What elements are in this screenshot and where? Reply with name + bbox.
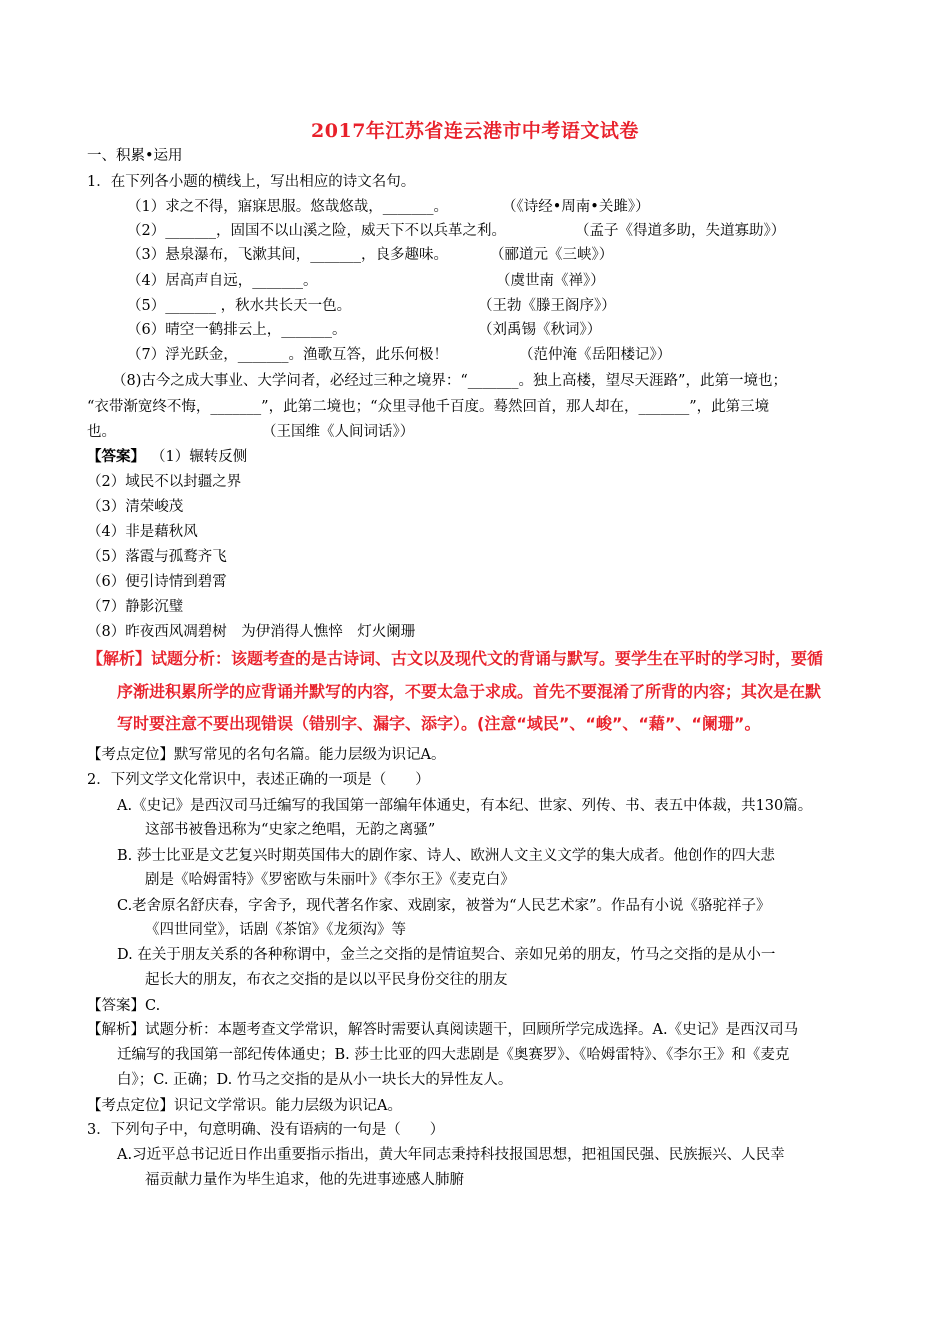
q1-item-4: （4）居高声自远，_______。	[127, 273, 318, 289]
q3-option-a-line1: A.习近平总书记近日作出重要指示指出，黄大年同志秉持科技报国思想，把祖国民强、民族振兴、人民幸	[117, 1147, 785, 1163]
q1-item-8-line2: “衣带渐宽终不悔，_______”，此第二境也；“众里寻他千百度。蓦然回首，那人却在，_______”，此第三境	[87, 399, 770, 415]
q1-item-4-source: （虞世南《禅》）	[496, 273, 605, 289]
q1-item-2-source: （孟子《得道多助，失道寡助》）	[575, 223, 786, 239]
q1-answer-8: （8）昨夜西风凋碧树 为伊消得人憔悴 灯火阑珊	[87, 624, 416, 640]
q2-option-b-line1: B. 莎士比亚是文艺复兴时期英国伟大的剧作家、诗人、欧洲人文主义文学的集大成者。他创作的四大悲	[117, 848, 775, 864]
q2-stem: 2．下列文学文化常识中，表述正确的一项是（ ）	[87, 772, 430, 788]
q1-item-1: （1）求之不得，寤寐思服。悠哉悠哉，_______。	[127, 199, 448, 215]
q1-answer-4: （4）非是藉秋风	[87, 524, 198, 540]
q2-option-b-line2: 剧是《哈姆雷特》《罗密欧与朱丽叶》《李尔王》《麦克白》	[145, 872, 515, 888]
q2-exam-point: 【考点定位】识记文学常识。能力层级为识记A。	[87, 1098, 402, 1114]
q1-item-6: （6）晴空一鹤排云上，_______。	[127, 322, 347, 338]
q1-item-8-line3: 也。	[87, 424, 116, 440]
q1-item-8-source: （王国维《人间词话》）	[262, 424, 415, 440]
q1-answer-2: （2）域民不以封疆之界	[87, 474, 242, 490]
q1-item-7: （7）浮光跃金，_______。渔歌互答，此乐何极！	[127, 347, 448, 363]
q1-analysis-line2: 序渐进积累所学的应背诵并默写的内容，不要太急于求成。首先不要混淆了所背的内容；其次是在默	[117, 682, 822, 701]
q1-item-1-source: （《诗经•周南•关雎》）	[502, 199, 650, 215]
q1-answer-5: （5）落霞与孤鹜齐飞	[87, 549, 227, 565]
q1-item-3-source: （郦道元《三峡》）	[490, 247, 614, 263]
q2-analysis-line3: 白》；C. 正确；D. 竹马之交指的是从小一块长大的异性友人。	[117, 1072, 513, 1088]
q1-item-8-line1: （8)古今之成大事业、大学问者，必经过三种之境界：“_______。独上高楼，望尽天涯路”，此第一境也；	[112, 373, 787, 389]
q2-option-c-line2: 《四世同堂》，话剧《茶馆》《龙须沟》等	[145, 922, 406, 938]
section-heading: 一、积累•运用	[87, 148, 183, 164]
q2-answer: 【答案】C.	[87, 998, 161, 1014]
q1-answer-label: 【答案】	[87, 448, 145, 465]
q2-option-c-line1: C.老舍原名舒庆春，字舍予，现代著名作家、戏剧家，被誉为“人民艺术家”。作品有小说《骆驼祥子》	[117, 898, 771, 914]
q3-stem: 3．下列句子中，句意明确、没有语病的一句是（ ）	[87, 1122, 445, 1138]
q1-item-6-source: （刘禹锡《秋词》）	[478, 322, 602, 338]
q1-item-7-source: （范仲淹《岳阳楼记》）	[519, 347, 672, 363]
q1-item-3: （3）悬泉瀑布，飞漱其间，_______，良多趣味。	[127, 247, 448, 263]
q1-answer-3: （3）清荣峻茂	[87, 499, 184, 515]
q2-analysis-line1: 【解析】试题分析：本题考查文学常识，解答时需要认真阅读题干，回顾所学完成选择。A.《史记》是西汉司马	[87, 1022, 799, 1038]
q1-stem: 1．在下列各小题的横线上，写出相应的诗文名句。	[87, 174, 416, 190]
q2-option-a-line2: 这部书被鲁迅称为“史家之绝唱，无韵之离骚”	[145, 822, 436, 838]
q1-item-5-source: （王勃《滕王阁序》）	[478, 298, 616, 314]
q1-exam-point: 【考点定位】默写常见的名句名篇。能力层级为识记A。	[87, 747, 446, 763]
q3-option-a-line2: 福贡献力量作为毕生追求，他的先进事迹感人肺腑	[145, 1172, 464, 1188]
q1-analysis-line3: 写时要注意不要出现错误（错别字、漏字、添字）。(注意“域民”、“峻”、“藉”、“阑珊”。	[117, 714, 761, 733]
q1-item-2: （2）_______，固国不以山溪之险，威天下不以兵革之利。	[127, 223, 506, 239]
q2-analysis-line2: 迁编写的我国第一部纪传体通史；B. 莎士比亚的四大悲剧是《奥赛罗》、《哈姆雷特》、《李尔王》和《麦克	[117, 1047, 790, 1063]
q1-answer-6: （6）便引诗情到碧霄	[87, 574, 227, 590]
q1-answer-7: （7）静影沉璧	[87, 599, 184, 615]
q2-option-a-line1: A.《史记》是西汉司马迁编写的我国第一部编年体通史，有本纪、世家、列传、书、表五中体裁，共130篇。	[117, 798, 813, 814]
q1-answer-1: （1）辗转反侧	[151, 449, 248, 465]
q1-item-5: （5）_______ ，秋水共长天一色。	[127, 298, 352, 314]
exam-title: 2017年江苏省连云港市中考语文试卷	[311, 120, 639, 142]
q2-option-d-line2: 起长大的朋友，布衣之交指的是以以平民身份交往的朋友	[145, 972, 508, 988]
q1-analysis-line1: 【解析】试题分析：该题考查的是古诗词、古文以及现代文的背诵与默写。要学生在平时的学习时，要循	[87, 649, 824, 668]
q2-option-d-line1: D. 在关于朋友关系的各种称谓中，金兰之交指的是情谊契合、亲如兄弟的朋友，竹马之交指的是从小一	[117, 947, 776, 963]
